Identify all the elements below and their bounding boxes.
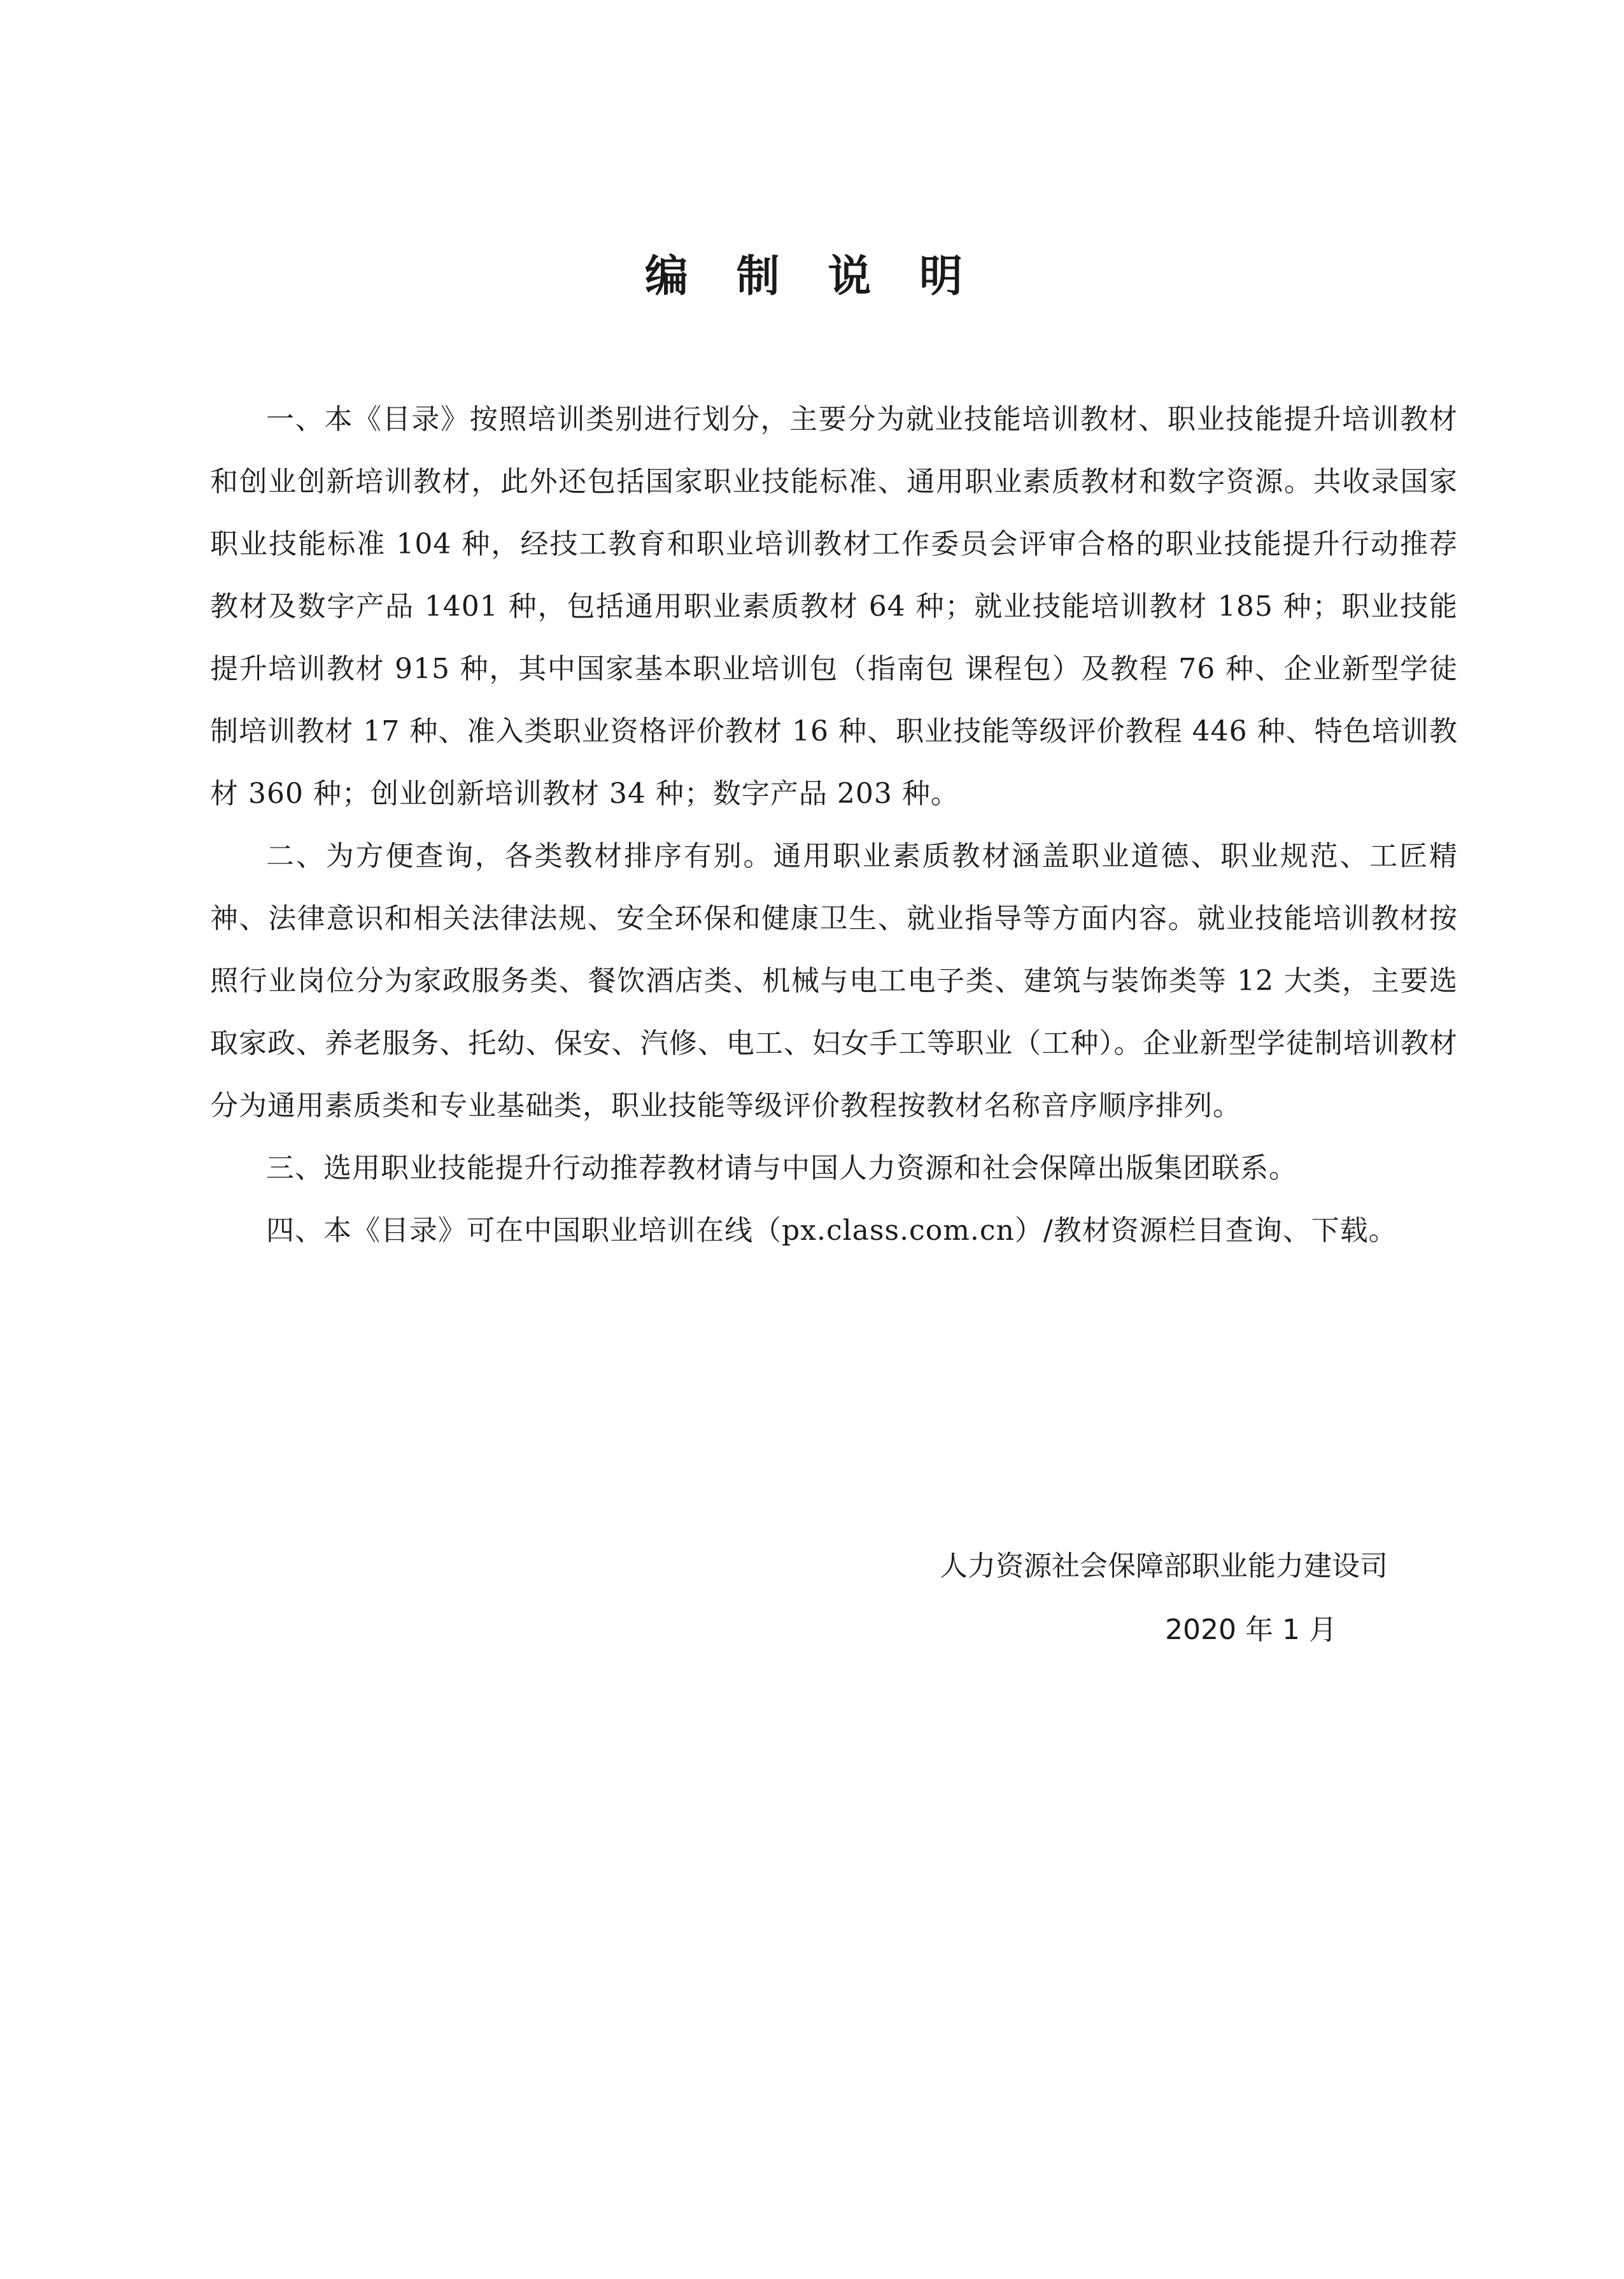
signature-organization: 人力资源社会保障部职业能力建设司: [940, 1550, 1388, 1582]
paragraph-3: 三、选用职业技能提升行动推荐教材请与中国人力资源和社会保障出版集团联系。: [266, 1152, 1297, 1184]
paragraph-2: 二、为方便查询，各类教材排序有别。通用职业素质教材涵盖职业道德、职业规范、工匠精神、法律意识和相关法律法规、安全环保和健康卫生、就业指导等方面内容。就业技能培训教材按照行业岗位分为家政服务类、餐饮酒店类、机械与电工电子类、建筑与装饰类等 12 大类，主要选取家政、养老服务、托幼、保安、汽修、电工、妇女手工等职业（工种）。企业新型学徒制培训教材分为通用素质类和专业基础类，职业技能等级评价教程按教材名称音序顺序排列。: [210, 840, 1458, 1122]
paragraph-1: 一、本《目录》按照培训类别进行划分，主要分为就业技能培训教材、职业技能提升培训教材和创业创新培训教材，此外还包括国家职业技能标准、通用职业素质教材和数字资源。共收录国家职业技能标准 104 种，经技工教育和职业培训教材工作委员会评审合格的职业技能提升行动推荐教材及数字产品 1401 种，包括通用职业素质教材 64 种；就业技能培训教材 185 种；职业技能提升培训教材 915 种，其中国家基本职业培训包（指南包 课程包）及教程 76 种、企业新型学徒制培训教材 17 种、准入类职业资格评价教材 16 种、职业技能等级评价教程 446 种、特色培训教材 360 种；创业创新培训教材 34 种；数字产品 203 种。: [210, 403, 1458, 810]
document-body: [210, 388, 1458, 1262]
signature-block: [764, 1535, 1401, 1662]
signature-date: 2020 年 1 月: [1165, 1614, 1337, 1646]
paragraph-4: 四、本《目录》可在中国职业培训在线（px.class.com.cn）/教材资源栏目查询、下载。: [266, 1214, 1397, 1247]
document-title: 编 制 说 明: [644, 252, 980, 302]
